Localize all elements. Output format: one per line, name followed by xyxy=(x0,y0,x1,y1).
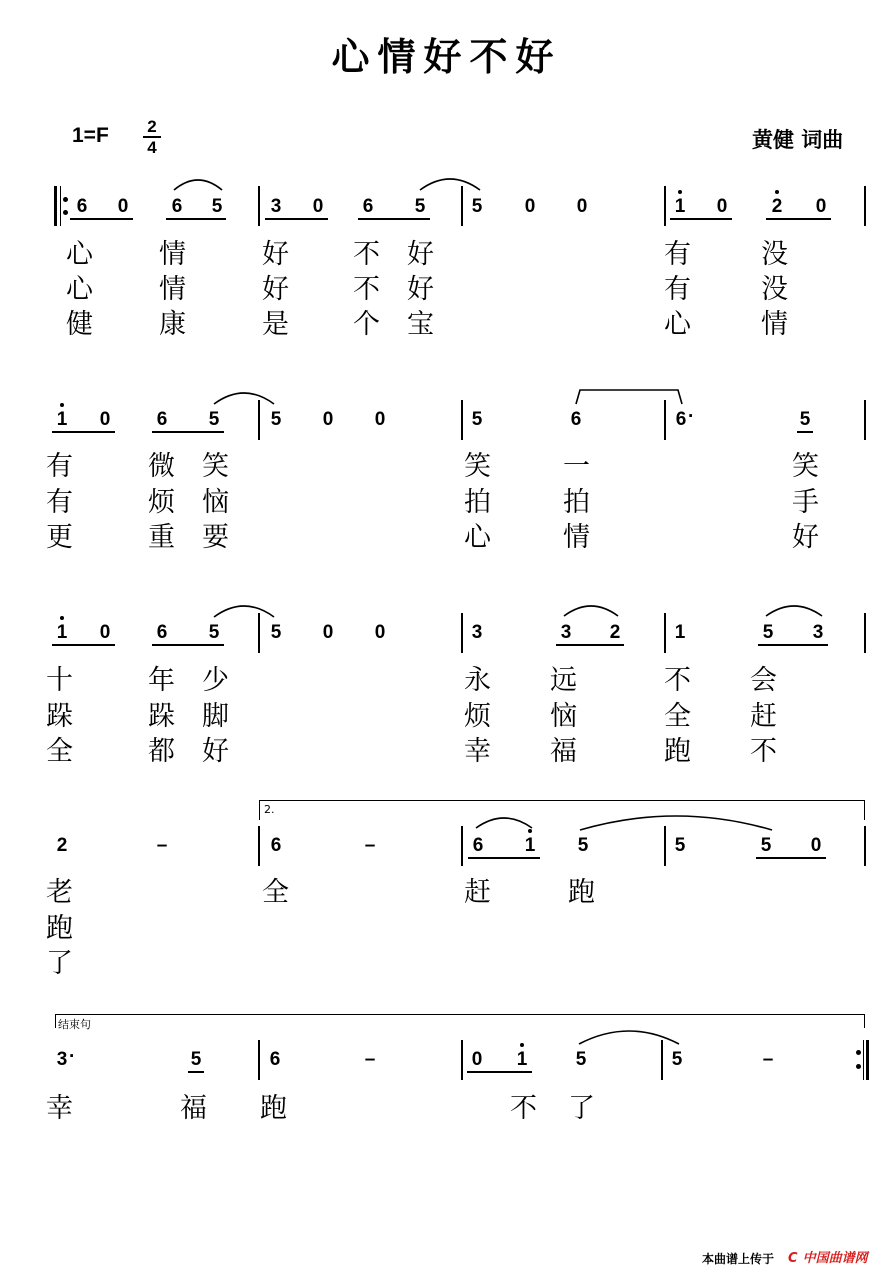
underline xyxy=(52,644,115,646)
lyric: 跑 xyxy=(568,877,595,908)
note: 5 xyxy=(762,622,774,643)
note: 5 xyxy=(211,196,223,217)
barline xyxy=(258,186,260,226)
note: 6 xyxy=(270,835,282,856)
note: 5 xyxy=(270,409,282,430)
note: 6 xyxy=(570,409,582,430)
slur xyxy=(172,176,224,192)
lyric: 情 xyxy=(159,239,186,270)
lyric: 跺 xyxy=(46,701,73,732)
lyric: 年 xyxy=(148,665,175,696)
lyric: 了 xyxy=(46,948,73,979)
lyric: 有 xyxy=(46,451,73,482)
barline xyxy=(664,826,666,866)
underline xyxy=(670,218,732,220)
lyric: 福 xyxy=(180,1093,207,1124)
barline xyxy=(864,613,866,653)
note: 3 xyxy=(270,196,282,217)
barline xyxy=(664,400,666,440)
ending-label: 2. xyxy=(264,803,275,816)
note: 0 xyxy=(810,835,822,856)
note: 5 xyxy=(414,196,426,217)
barline xyxy=(461,186,463,226)
lyric: 重 xyxy=(148,522,175,553)
slur xyxy=(474,814,534,830)
tie xyxy=(212,388,276,406)
lyric: 宝 xyxy=(407,309,434,340)
note: 5 xyxy=(575,1049,587,1070)
time-signature xyxy=(143,118,161,156)
lyric: 要 xyxy=(202,522,229,553)
lyric: 福 xyxy=(550,736,577,767)
lyric: 一 xyxy=(563,451,590,482)
repeat-dot xyxy=(856,1064,861,1069)
tie xyxy=(578,810,774,832)
note: – xyxy=(364,1049,376,1070)
lyric: 跑 xyxy=(664,736,691,767)
note: 1 xyxy=(674,622,686,643)
augmentation-dot: · xyxy=(688,406,695,427)
ending-label: 结束句 xyxy=(58,1018,91,1031)
repeat-start-thin-bar xyxy=(60,186,61,226)
lyric: 笑 xyxy=(464,451,491,482)
repeat-dot xyxy=(63,197,68,202)
octave-dot xyxy=(775,190,779,194)
lyric: 笑 xyxy=(792,451,819,482)
site-logo xyxy=(788,1247,868,1266)
lyric: 好 xyxy=(202,736,229,767)
lyric: 全 xyxy=(664,701,691,732)
note: 5 xyxy=(208,622,220,643)
repeat-dot xyxy=(856,1050,861,1055)
underline xyxy=(52,431,115,433)
repeat-dot xyxy=(63,210,68,215)
ending-bracket-left xyxy=(259,800,260,820)
note: 3 xyxy=(812,622,824,643)
note: 0 xyxy=(99,622,111,643)
lyric: 不 xyxy=(353,239,380,270)
underline xyxy=(188,1071,204,1073)
note: 3 xyxy=(471,622,483,643)
note: 5 xyxy=(799,409,811,430)
lyric: 永 xyxy=(464,665,491,696)
lyric: 都 xyxy=(148,736,175,767)
note: – xyxy=(364,835,376,856)
time-signature-top: 2 xyxy=(147,117,157,136)
lyric: 情 xyxy=(159,274,186,305)
repeat-start-thick-bar xyxy=(54,186,57,226)
note: 0 xyxy=(471,1049,483,1070)
note: 3 xyxy=(56,1049,68,1070)
composer-credit: 黄健 词曲 xyxy=(752,127,844,152)
lyric: 有 xyxy=(46,487,73,518)
lyric: 赶 xyxy=(750,701,777,732)
lyric: 远 xyxy=(550,665,577,696)
note: 5 xyxy=(471,409,483,430)
ending-bracket-left xyxy=(55,1014,56,1028)
tie xyxy=(577,1026,681,1046)
octave-dot xyxy=(60,403,64,407)
underline xyxy=(556,644,624,646)
note: 5 xyxy=(577,835,589,856)
lyric: 不 xyxy=(510,1093,537,1124)
lyric: 拍 xyxy=(563,487,590,518)
lyric: 好 xyxy=(407,239,434,270)
note: 6 xyxy=(76,196,88,217)
note: 6 xyxy=(472,835,484,856)
note: – xyxy=(762,1049,774,1070)
lyric: 十 xyxy=(46,665,73,696)
lyric: 老 xyxy=(46,877,73,908)
note: 5 xyxy=(760,835,772,856)
lyric: 恼 xyxy=(202,487,229,518)
barline xyxy=(461,1040,463,1080)
note: 6 xyxy=(269,1049,281,1070)
lyric: 康 xyxy=(159,309,186,340)
lyric: 好 xyxy=(262,239,289,270)
note: 0 xyxy=(815,196,827,217)
note: 5 xyxy=(671,1049,683,1070)
lyric: 没 xyxy=(761,274,788,305)
lyric: 情 xyxy=(761,309,788,340)
lyric: 跺 xyxy=(148,701,175,732)
barline xyxy=(461,613,463,653)
lyric: 幸 xyxy=(464,736,491,767)
lyric: 有 xyxy=(664,274,691,305)
augmentation-dot: · xyxy=(69,1046,76,1067)
underline xyxy=(265,218,328,220)
underline xyxy=(152,431,224,433)
lyric: 情 xyxy=(563,522,590,553)
note: 0 xyxy=(312,196,324,217)
lyric: 手 xyxy=(792,487,819,518)
lyric: 个 xyxy=(353,309,380,340)
site-logo-text: 中国曲谱网 xyxy=(802,1251,868,1266)
note: 5 xyxy=(270,622,282,643)
note: 2 xyxy=(765,197,789,216)
site-logo-mark: C xyxy=(788,1251,798,1266)
note: – xyxy=(156,835,168,856)
lyric: 好 xyxy=(407,274,434,305)
lyric: 没 xyxy=(761,239,788,270)
lyric: 有 xyxy=(664,239,691,270)
barline xyxy=(461,400,463,440)
octave-dot xyxy=(520,1043,524,1047)
underline xyxy=(358,218,430,220)
octave-dot xyxy=(678,190,682,194)
note: 6 xyxy=(171,196,183,217)
note: 0 xyxy=(99,409,111,430)
note: 6 xyxy=(362,196,374,217)
note: 2 xyxy=(56,835,68,856)
note: 0 xyxy=(322,622,334,643)
lyric: 不 xyxy=(664,665,691,696)
time-signature-bottom: 4 xyxy=(147,138,157,157)
lyric: 烦 xyxy=(148,487,175,518)
underline xyxy=(797,431,813,433)
underline xyxy=(70,218,133,220)
note: 0 xyxy=(322,409,334,430)
lyric: 心 xyxy=(66,239,93,270)
lyric: 心 xyxy=(464,522,491,553)
note: 5 xyxy=(674,835,686,856)
barline xyxy=(864,400,866,440)
barline xyxy=(258,613,260,653)
lyric: 恼 xyxy=(550,701,577,732)
lyric: 幸 xyxy=(46,1093,73,1124)
note: 2 xyxy=(609,622,621,643)
barline xyxy=(258,826,260,866)
tie xyxy=(574,386,684,406)
lyric: 了 xyxy=(568,1093,595,1124)
lyric: 全 xyxy=(46,736,73,767)
footer-upload-note: 本曲谱上传于 xyxy=(702,1252,775,1266)
note: 1 xyxy=(518,836,542,855)
tie xyxy=(212,601,276,619)
note: 6 xyxy=(675,409,687,430)
barline xyxy=(864,826,866,866)
lyric: 好 xyxy=(262,274,289,305)
underline xyxy=(756,857,826,859)
note: 0 xyxy=(524,196,536,217)
lyric: 更 xyxy=(46,522,73,553)
lyric: 笑 xyxy=(202,451,229,482)
ending-bracket-top xyxy=(259,800,865,801)
note: 0 xyxy=(576,196,588,217)
barline xyxy=(461,826,463,866)
lyric: 微 xyxy=(148,451,175,482)
lyric: 烦 xyxy=(464,701,491,732)
lyric: 跑 xyxy=(46,913,73,944)
barline xyxy=(661,1040,663,1080)
note: 0 xyxy=(374,622,386,643)
note: 1 xyxy=(510,1050,534,1069)
lyric: 好 xyxy=(792,522,819,553)
note: 5 xyxy=(471,196,483,217)
key-signature: 1=F xyxy=(72,124,109,147)
underline xyxy=(758,644,828,646)
barline xyxy=(664,613,666,653)
repeat-end-thin-bar xyxy=(863,1040,864,1080)
octave-dot xyxy=(60,616,64,620)
slur xyxy=(562,602,620,618)
lyric: 心 xyxy=(664,309,691,340)
lyric: 健 xyxy=(66,309,93,340)
repeat-end-thick-bar xyxy=(866,1040,869,1080)
note: 6 xyxy=(156,622,168,643)
note: 0 xyxy=(374,409,386,430)
tie xyxy=(418,174,482,192)
barline xyxy=(258,400,260,440)
lyric: 全 xyxy=(262,877,289,908)
note: 6 xyxy=(156,409,168,430)
note: 1 xyxy=(50,623,74,642)
barline xyxy=(864,186,866,226)
lyric: 不 xyxy=(750,736,777,767)
lyric: 会 xyxy=(750,665,777,696)
underline xyxy=(468,857,540,859)
page-title: 心情好不好 xyxy=(331,34,562,79)
lyric: 心 xyxy=(66,274,93,305)
note: 5 xyxy=(190,1049,202,1070)
slur xyxy=(764,602,824,618)
underline xyxy=(166,218,226,220)
lyric: 是 xyxy=(262,309,289,340)
note: 0 xyxy=(716,196,728,217)
underline xyxy=(152,644,224,646)
lyric: 赶 xyxy=(464,877,491,908)
note: 3 xyxy=(560,622,572,643)
note: 5 xyxy=(208,409,220,430)
barline xyxy=(664,186,666,226)
lyric: 跑 xyxy=(260,1093,287,1124)
lyric: 脚 xyxy=(202,701,229,732)
barline xyxy=(258,1040,260,1080)
note: 1 xyxy=(668,197,692,216)
lyric: 少 xyxy=(202,665,229,696)
lyric: 拍 xyxy=(464,487,491,518)
lyric: 不 xyxy=(353,274,380,305)
underline xyxy=(766,218,831,220)
underline xyxy=(467,1071,532,1073)
note: 0 xyxy=(117,196,129,217)
ending-bracket-right xyxy=(864,800,865,820)
note: 1 xyxy=(50,410,74,429)
ending-bracket-top xyxy=(55,1014,865,1015)
ending-bracket-right xyxy=(864,1014,865,1028)
